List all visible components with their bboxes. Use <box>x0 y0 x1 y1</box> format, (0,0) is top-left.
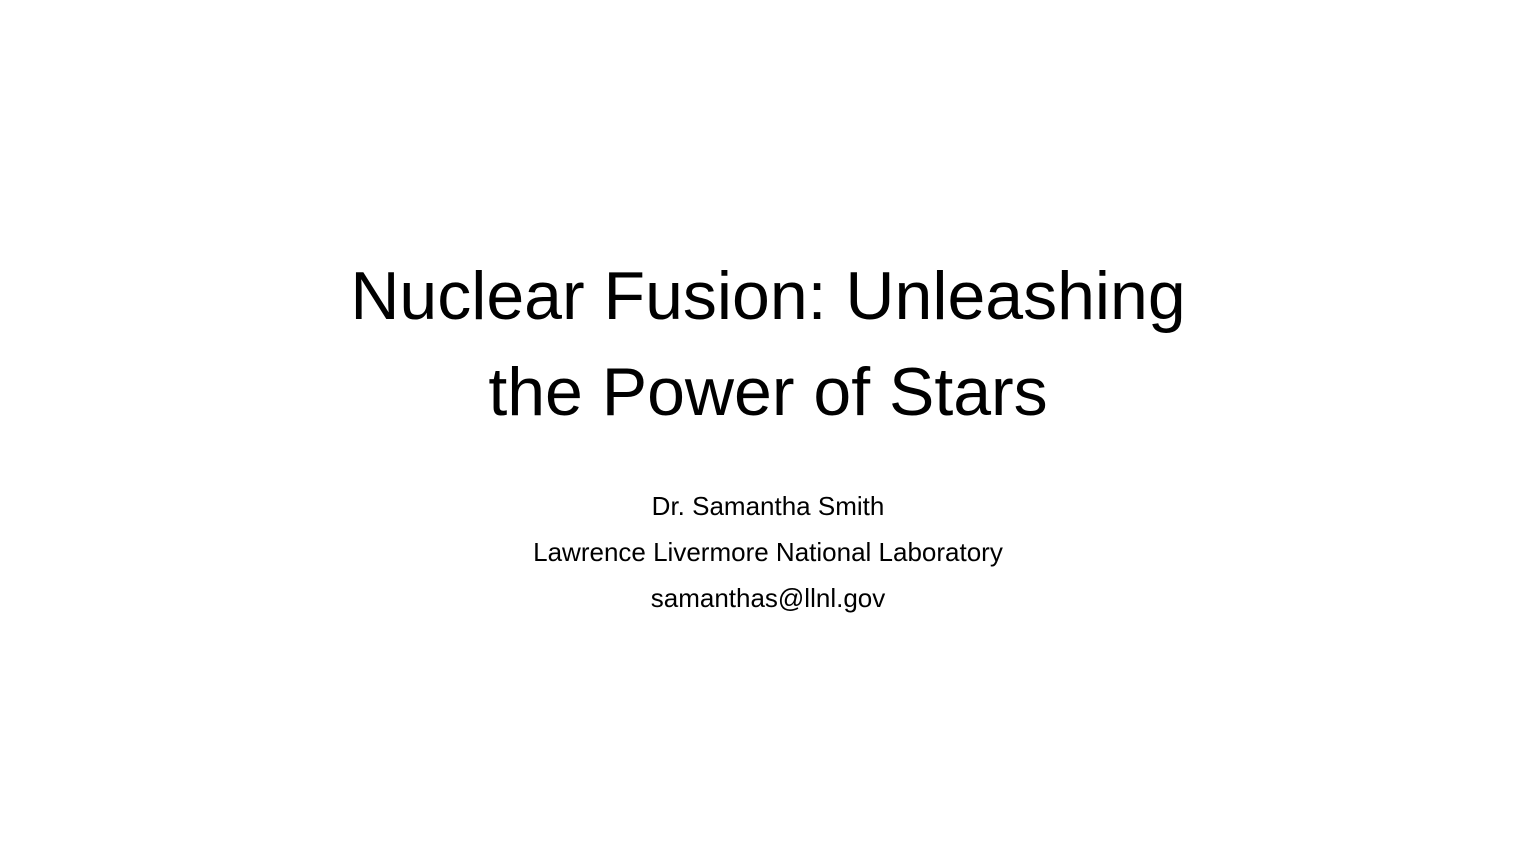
slide-title <box>0 248 1536 440</box>
author-name: Dr. Samantha Smith <box>651 491 885 521</box>
slide-subtitle <box>0 483 1536 621</box>
slide-title-line-1: Nuclear Fusion: Unleashing <box>350 258 1186 334</box>
author-email: samanthas@llnl.gov <box>650 583 886 613</box>
author-affiliation: Lawrence Livermore National Laboratory <box>533 537 1003 567</box>
slide-title-line-2: the Power of Stars <box>488 354 1048 430</box>
